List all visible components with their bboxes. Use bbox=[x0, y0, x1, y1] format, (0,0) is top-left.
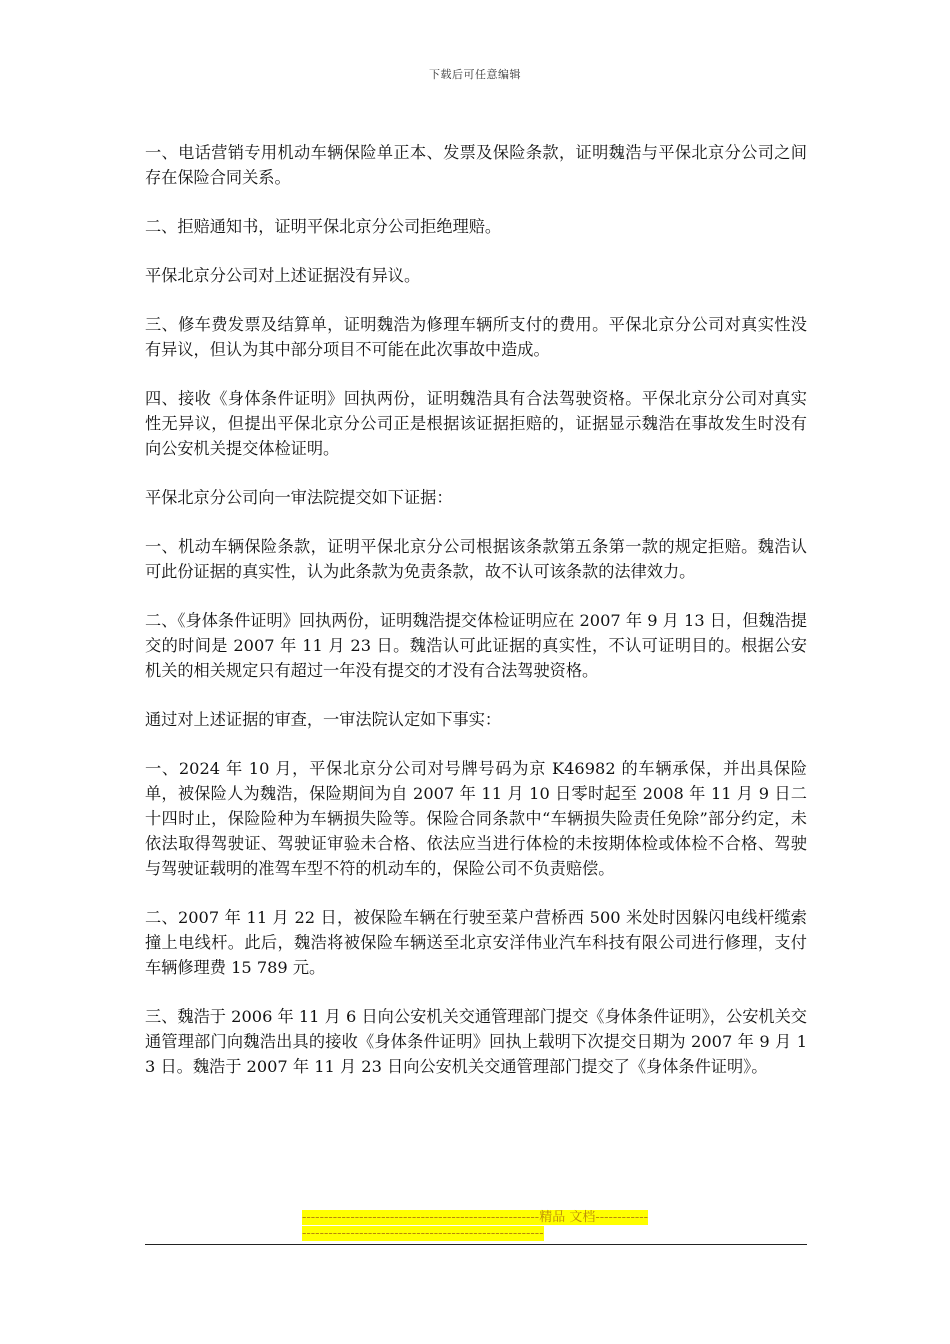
footer-watermark bbox=[302, 1210, 652, 1242]
paragraph-finding-1: 一、2024 年 10 月，平保北京分公司对号牌号码为京 K46982 的车辆承保，并出具保险单，被保险人为魏浩，保险期间为自 2007 年 11 月 10 日零时起至 2008 年 11 月 9 日二十四时止，保险险种为车辆损失险等。保险合同条款中“车辆损失险责任免除”部分约定，未依法取得驾驶证、驾驶证审验未合格、依法应当进行体检的未按期体检或体检不合格、驾驶与驾驶证载明的准驾车型不符的机动车的，保险公司不负责赔偿。 bbox=[145, 759, 807, 878]
paragraph-defendant-evidence-1: 一、机动车辆保险条款，证明平保北京分公司根据该条款第五条第一款的规定拒赔。魏浩认可此份证据的真实性，认为此条款为免责条款，故不认可该条款的法律效力。 bbox=[145, 537, 807, 581]
page-header: 下载后可任意编辑 bbox=[429, 68, 521, 81]
paragraph-no-objection: 平保北京分公司对上述证据没有异议。 bbox=[145, 266, 421, 285]
paragraph-evidence-1: 一、电话营销专用机动车辆保险单正本、发票及保险条款，证明魏浩与平保北京分公司之间存在保险合同关系。 bbox=[145, 143, 807, 187]
paragraph-finding-2: 二、2007 年 11 月 22 日，被保险车辆在行驶至菜户营桥西 500 米处时因躲闪电线杆缆索撞上电线杆。此后，魏浩将被保险车辆送至北京安洋伟业汽车科技有限公司进行修理，支付车辆修理费 15 789 元。 bbox=[145, 908, 807, 977]
paragraph-findings-intro: 通过对上述证据的审查，一审法院认定如下事实： bbox=[145, 710, 502, 729]
paragraph-evidence-2: 二、拒赔通知书，证明平保北京分公司拒绝理赔。 bbox=[145, 217, 502, 236]
footer-watermark-text: ------------------------------------------------------精品 文档------------------------------------------------------------------- bbox=[302, 1210, 649, 1241]
document-body bbox=[145, 140, 807, 1103]
paragraph-defendant-evidence-intro: 平保北京分公司向一审法院提交如下证据： bbox=[145, 488, 453, 507]
paragraph-evidence-4: 四、接收《身体条件证明》回执两份，证明魏浩具有合法驾驶资格。平保北京分公司对真实性无异议，但提出平保北京分公司正是根据该证据拒赔的，证据显示魏浩在事故发生时没有向公安机关提交体检证明。 bbox=[145, 389, 807, 458]
paragraph-defendant-evidence-2: 二、《身体条件证明》回执两份，证明魏浩提交体检证明应在 2007 年 9 月 13 日，但魏浩提交的时间是 2007 年 11 月 23 日。魏浩认可此证据的真实性，不认可证明目的。根据公安机关的相关规定只有超过一年没有提交的才没有合法驾驶资格。 bbox=[145, 611, 807, 680]
footer-divider bbox=[145, 1244, 807, 1245]
paragraph-finding-3: 三、魏浩于 2006 年 11 月 6 日向公安机关交通管理部门提交《身体条件证明》，公安机关交通管理部门向魏浩出具的接收《身体条件证明》回执上载明下次提交日期为 2007 年 9 月 13 日。魏浩于 2007 年 11 月 23 日向公安机关交通管理部门提交了《身体条件证明》。 bbox=[145, 1007, 807, 1076]
paragraph-evidence-3: 三、修车费发票及结算单，证明魏浩为修理车辆所支付的费用。平保北京分公司对真实性没有异议，但认为其中部分项目不可能在此次事故中造成。 bbox=[145, 315, 807, 359]
